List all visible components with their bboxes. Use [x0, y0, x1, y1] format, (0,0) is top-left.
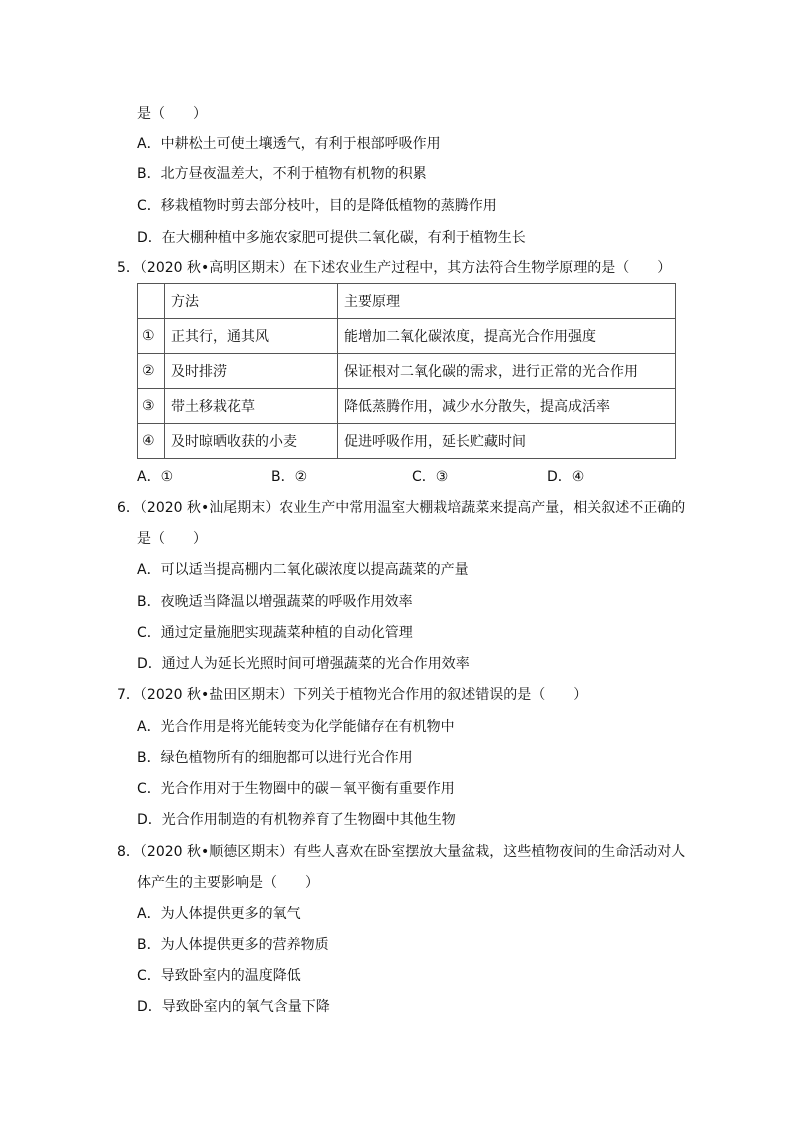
q6-option-c: C．通过定量施肥实现蔬菜种植的自动化管理	[137, 625, 413, 641]
q8-option-a: A．为人体提供更多的氧气	[137, 906, 301, 922]
q6-stem-line1: 6．（2020 秋•汕尾期末）农业生产中常用温室大棚栽培蔬菜来提高产量，相关叙述不正确的	[117, 500, 686, 516]
table-header-principle: 主要原理	[338, 284, 676, 319]
q4-option-d: D．在大棚种植中多施农家肥可提供二氧化碳，有利于植物生长	[137, 230, 526, 246]
q6-option-d: D．通过人为延长光照时间可增强蔬菜的光合作用效率	[137, 656, 470, 672]
table-row	[138, 389, 676, 424]
q4-stem-end: 是（ ）	[137, 106, 207, 122]
q7-option-b: B．绿色植物所有的细胞都可以进行光合作用	[137, 750, 413, 766]
row-number: ①	[138, 319, 165, 354]
principle-cell: 降低蒸腾作用，减少水分散失，提高成活率	[338, 389, 676, 424]
q5-option-c: C．③	[412, 469, 449, 485]
row-number: ②	[138, 354, 165, 389]
q6-option-a: A．可以适当提高棚内二氧化碳浓度以提高蔬菜的产量	[137, 562, 469, 578]
q8-option-c: C．导致卧室内的温度降低	[137, 968, 301, 984]
table-header-row	[138, 284, 676, 319]
q5-stem: 5．（2020 秋•高明区期末）在下述农业生产过程中，其方法符合生物学原理的是（ ）	[117, 260, 672, 276]
method-cell: 带土移栽花草	[165, 389, 338, 424]
principle-cell: 能增加二氧化碳浓度，提高光合作用强度	[338, 319, 676, 354]
q8-option-b: B．为人体提供更多的营养物质	[137, 937, 329, 953]
method-cell: 及时排涝	[165, 354, 338, 389]
principle-cell: 保证根对二氧化碳的需求，进行正常的光合作用	[338, 354, 676, 389]
q5-option-d: D．④	[547, 469, 585, 485]
q6-stem-line2: 是（ ）	[137, 531, 207, 547]
method-cell: 及时晾晒收获的小麦	[165, 424, 338, 459]
table-cell	[138, 284, 165, 319]
q5-table	[137, 283, 676, 459]
row-number: ④	[138, 424, 165, 459]
q7-option-a: A．光合作用是将光能转变为化学能储存在有机物中	[137, 719, 455, 735]
q4-option-b: B．北方昼夜温差大，不利于植物有机物的积累	[137, 166, 427, 182]
q7-option-c: C．光合作用对于生物圈中的碳－氧平衡有重要作用	[137, 781, 455, 797]
q7-option-d: D．光合作用制造的有机物养育了生物圈中其他生物	[137, 812, 456, 828]
q6-option-b: B．夜晚适当降温以增强蔬菜的呼吸作用效率	[137, 594, 413, 610]
q5-option-b: B．②	[271, 469, 308, 485]
q4-option-a: A．中耕松土可使土壤透气，有利于根部呼吸作用	[137, 136, 441, 152]
row-number: ③	[138, 389, 165, 424]
q8-stem-line2: 体产生的主要影响是（ ）	[137, 875, 319, 891]
method-cell: 正其行，通其风	[165, 319, 338, 354]
principle-cell: 促进呼吸作用，延长贮藏时间	[338, 424, 676, 459]
table-header-method: 方法	[165, 284, 338, 319]
q8-option-d: D．导致卧室内的氧气含量下降	[137, 999, 330, 1015]
table-row	[138, 354, 676, 389]
table-row	[138, 319, 676, 354]
table-row	[138, 424, 676, 459]
q7-stem: 7．（2020 秋•盐田区期末）下列关于植物光合作用的叙述错误的是（ ）	[117, 687, 588, 703]
q4-option-c: C．移栽植物时剪去部分枝叶，目的是降低植物的蒸腾作用	[137, 198, 497, 214]
q8-stem-line1: 8．（2020 秋•顺德区期末）有些人喜欢在卧室摆放大量盆栽，这些植物夜间的生命活动对人	[117, 844, 686, 860]
q5-option-a: A．①	[137, 469, 174, 485]
